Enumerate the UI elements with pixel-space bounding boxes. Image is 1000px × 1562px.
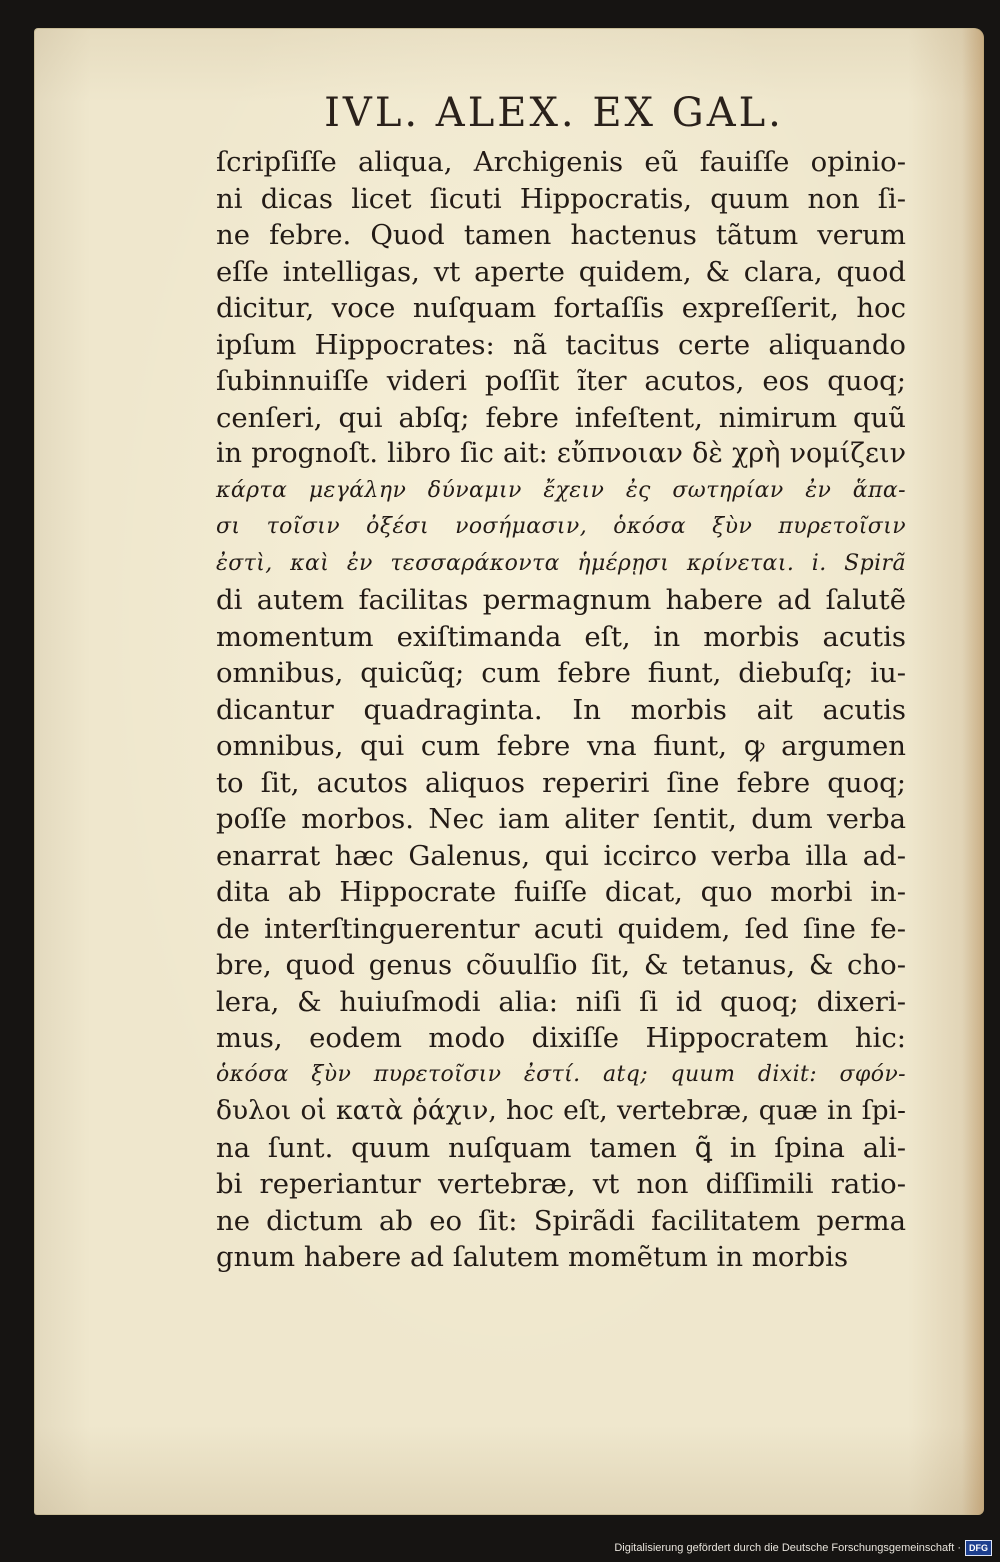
text-line: to ſit, acutos aliquos reperiri ſine febre quoq; <box>216 766 906 799</box>
dfg-logo-icon: DFG <box>965 1540 992 1556</box>
text-line: ni dicas licet ſicuti Hippocratis, quum non ſi- <box>216 182 906 215</box>
text-line: di autem facilitas permagnum habere ad ſalutẽ <box>216 584 906 616</box>
text-line: eſſe intelligas, vt aperte quidem, & clara, quod <box>216 255 906 288</box>
text-line: ἐστὶ, καὶ ἐν τεσσαράκοντα ἡμέρῃσι κρίνεται. i. Spirã <box>216 550 906 576</box>
text-line: dicantur quadraginta. In morbis ait acutis <box>216 693 906 726</box>
text-line: ſcripſiſſe aliqua, Archigenis eũ fauiſſe opinio- <box>216 146 906 178</box>
text-line: cenſeri, qui abſq; febre infeſtent, nimirum quũ <box>216 401 906 434</box>
text-line: dicitur, voce nuſquam fortaſſis expreſſerit, hoc <box>216 292 906 324</box>
text-line: bre, quod genus cõuulſio ſit, & tetanus, & cho- <box>216 949 906 981</box>
text-line: in prognoſt. libro ſic ait: εὔπνοιαν δὲ χρὴ νομίζειν <box>216 438 906 469</box>
text-line: na ſunt. quum nuſquam tamen ꝗ̃ in ſpina ali- <box>216 1131 906 1164</box>
text-line: omnibus, quicũq; cum febre fiunt, diebuſq; iu- <box>216 657 906 689</box>
digitization-credit <box>614 1538 992 1558</box>
text-line: de interſtinguerentur acuti quidem, ſed ſine fe- <box>216 912 906 945</box>
text-line: dita ab Hippocrate fuiſſe dicat, quo morbi in- <box>216 876 906 908</box>
text-line: omnibus, qui cum febre vna fiunt, ꝙ argumen <box>216 730 906 762</box>
text-line: ne febre. Quod tamen hactenus tãtum verum <box>216 219 906 251</box>
text-line: ὁκόσα ξὺν πυρετοῖσιν ἐστί. atq; quum dixit: σφόν- <box>216 1061 906 1087</box>
body-text <box>216 144 906 1276</box>
text-line: momentum exiſtimanda eſt, in morbis acutis <box>216 620 906 653</box>
text-line: σι τοῖσιν ὀξέσι νοσήμασιν, ὁκόσα ξὺν πυρετοῖσιν <box>216 514 906 539</box>
text-line: δυλοι οἱ κατὰ ῥάχιν, hoc eſt, vertebræ, quæ in ſpi- <box>216 1095 906 1126</box>
credit-text: Digitalisierung gefördert durch die Deutsche Forschungsgemeinschaft · <box>614 1542 961 1554</box>
text-line: ne dictum ab eo ſit: Spirãdi facilitatem perma <box>216 1204 906 1237</box>
text-line: bi reperiantur vertebræ, vt non diſſimili ratio- <box>216 1168 906 1200</box>
running-head: IVL. ALEX. EX GAL. <box>324 90 784 136</box>
text-line: κάρτα μεγάλην δύναμιν ἔχειν ἐς σωτηρίαν ἐν ἅπα- <box>216 477 906 503</box>
text-line: poſſe morbos. Nec iam aliter ſentit, dum verba <box>216 803 906 835</box>
book-page <box>34 28 984 1515</box>
text-line: ipſum Hippocrates: nã tacitus certe aliquando <box>216 328 906 361</box>
text-line: mus, eodem modo dixiſſe Hippocratem hic: <box>216 1022 906 1054</box>
page-edge-shadow <box>962 28 984 1515</box>
text-line: lera, & huiuſmodi alia: niſi ſi id quoq; dixeri- <box>216 985 906 1018</box>
text-line: enarrat hæc Galenus, qui iccirco verba illa ad- <box>216 839 906 872</box>
text-line: ſubinnuiſſe videri poſſit ĩter acutos, eos quoq; <box>216 365 906 397</box>
text-line: gnum habere ad ſalutem momẽtum in morbis <box>216 1241 849 1273</box>
